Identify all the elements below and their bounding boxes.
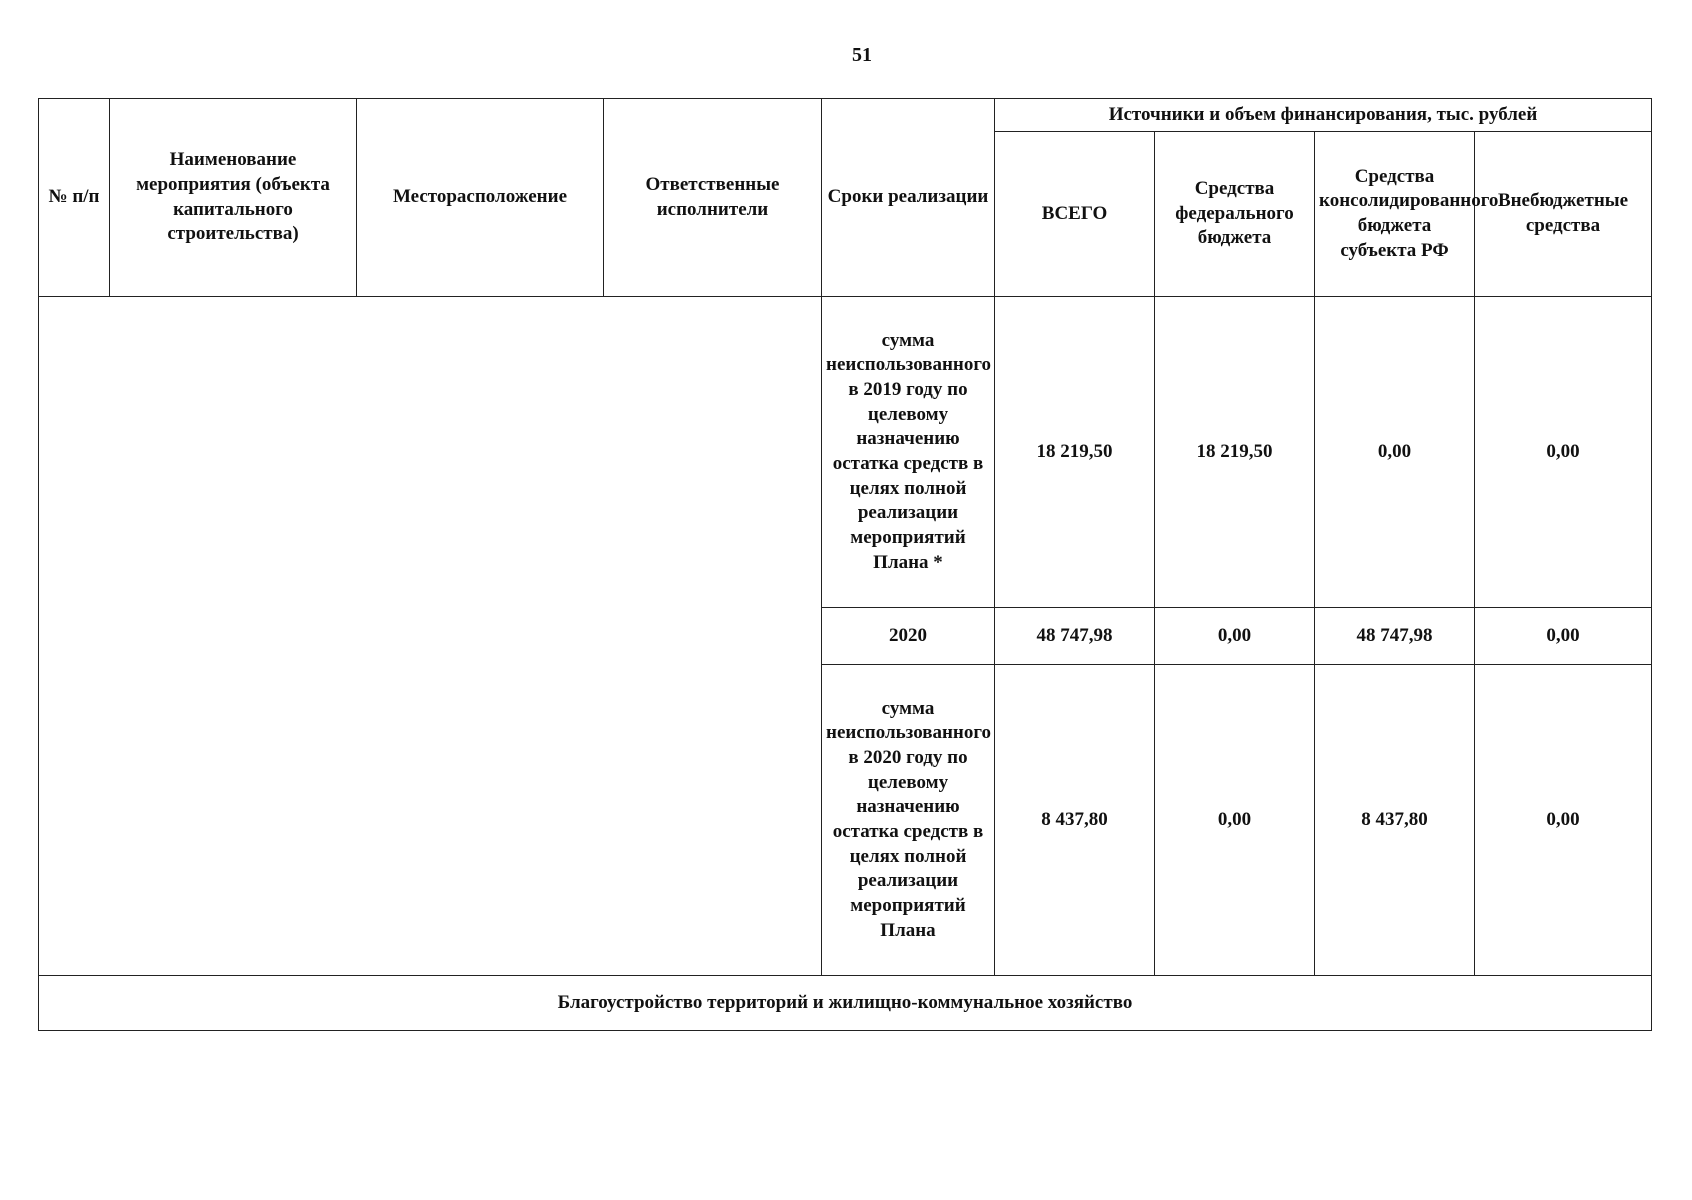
col-group-header-financing: Источники и объем финансирования, тыс. рублей xyxy=(995,99,1652,132)
regional-cell: 0,00 xyxy=(1315,297,1475,608)
page-number: 51 xyxy=(852,44,872,66)
financing-table xyxy=(38,98,1652,1031)
regional-cell: 48 747,98 xyxy=(1315,608,1475,665)
col-header-period: Сроки реализации xyxy=(822,99,995,297)
section-row xyxy=(39,976,1652,1031)
total-cell: 48 747,98 xyxy=(995,608,1155,665)
regional-cell: 8 437,80 xyxy=(1315,665,1475,976)
extrabudget-cell: 0,00 xyxy=(1475,665,1652,976)
table-row xyxy=(39,297,1652,608)
period-cell: сумма неиспользованного в 2019 году по целевому назначению остатка средств в целях полной реализации мероприятий Плана * xyxy=(822,297,995,608)
period-cell: сумма неиспользованного в 2020 году по целевому назначению остатка средств в целях полной реализации мероприятий Плана xyxy=(822,665,995,976)
total-cell: 18 219,50 xyxy=(995,297,1155,608)
federal-cell: 18 219,50 xyxy=(1155,297,1315,608)
col-header-regional: Средства консолидированного бюджета субъекта РФ xyxy=(1315,132,1475,297)
total-cell: 8 437,80 xyxy=(995,665,1155,976)
federal-cell: 0,00 xyxy=(1155,665,1315,976)
col-header-name: Наименование мероприятия (объекта капитального строительства) xyxy=(110,99,357,297)
period-cell: 2020 xyxy=(822,608,995,665)
col-header-executors: Ответственные исполнители xyxy=(604,99,822,297)
col-header-number: № п/п xyxy=(39,99,110,297)
col-header-federal: Средства федерального бюджета xyxy=(1155,132,1315,297)
col-header-location: Месторасположение xyxy=(357,99,604,297)
header-row-top xyxy=(39,99,1652,132)
merged-empty-cell xyxy=(39,297,822,976)
extrabudget-cell: 0,00 xyxy=(1475,297,1652,608)
col-header-extrabudget: Внебюджетные средства xyxy=(1475,132,1652,297)
col-header-total: ВСЕГО xyxy=(995,132,1155,297)
federal-cell: 0,00 xyxy=(1155,608,1315,665)
section-title: Благоустройство территорий и жилищно-коммунальное хозяйство xyxy=(39,976,1652,1031)
extrabudget-cell: 0,00 xyxy=(1475,608,1652,665)
